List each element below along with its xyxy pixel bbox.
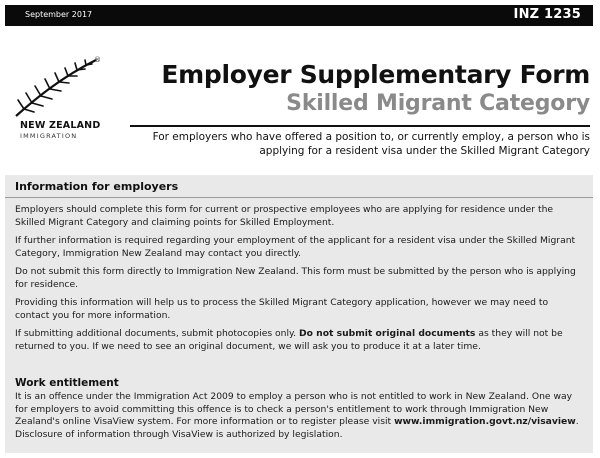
info-paragraph-2: If further information is required regarding your employment of the applicant for a resident visa under the Skilled Migrant Category, Immigration New Zealand may contact you directly. bbox=[15, 235, 576, 259]
p5-bold-warning: Do not submit original documents bbox=[299, 328, 476, 339]
silver-fern-icon bbox=[12, 56, 102, 118]
form-subtitle-category: Skilled Migrant Category bbox=[286, 91, 590, 116]
work-text-a: It is an offence under the Immigration Act 2009 to employ a person who is not entitled to work in New Zealand. One way for employers to avoid committing this offence is to check a person's entitlement to work through Immigration New Zealand's online VisaView system. For more information or to register please visit bbox=[15, 391, 573, 428]
form-title: Employer Supplementary Form bbox=[161, 60, 590, 89]
logo-sub: IMMIGRATION bbox=[20, 132, 78, 140]
logo-name: NEW ZEALAND bbox=[20, 120, 101, 131]
title-divider bbox=[130, 125, 590, 127]
info-paragraph-4: Providing this information will help us to process the Skilled Migrant Category application, however we may need to contact you for more information. bbox=[15, 297, 549, 321]
form-date: September 2017 bbox=[25, 10, 93, 19]
work-heading: Work entitlement bbox=[15, 377, 119, 389]
form-description: For employers who have offered a position to, or currently employ, a person who is applying for a resident visa under the Skilled Migrant Category bbox=[152, 131, 590, 157]
work-paragraph bbox=[15, 391, 585, 441]
form-code: INZ 1235 bbox=[513, 7, 581, 22]
work-text-b: . Disclosure of information through VisaView is authorized by legislation. bbox=[15, 416, 579, 440]
info-paragraph-3: Do not submit this form directly to Immigration New Zealand. This form must be submitted by the person who is applying for residence. bbox=[15, 266, 576, 290]
nz-immigration-logo bbox=[12, 56, 122, 140]
top-header-bar bbox=[5, 5, 593, 26]
p5-text-b: as they will not be returned to you. If we need to see an original document, we will ask you to produce it at a later time. bbox=[15, 328, 563, 352]
info-section-header bbox=[5, 179, 593, 198]
registered-mark: ® bbox=[94, 56, 101, 64]
info-heading: Information for employers bbox=[15, 180, 179, 193]
info-paragraph-1: Employers should complete this form for current or prospective employees who are applying for residence under the Skilled Migrant Category and claiming points for Skilled Employment. bbox=[15, 204, 554, 228]
visaview-link[interactable]: www.immigration.govt.nz/visaview bbox=[394, 416, 576, 428]
info-paragraph-5 bbox=[15, 328, 585, 353]
p5-text-a: If submitting additional documents, submit photocopies only. bbox=[15, 328, 300, 339]
